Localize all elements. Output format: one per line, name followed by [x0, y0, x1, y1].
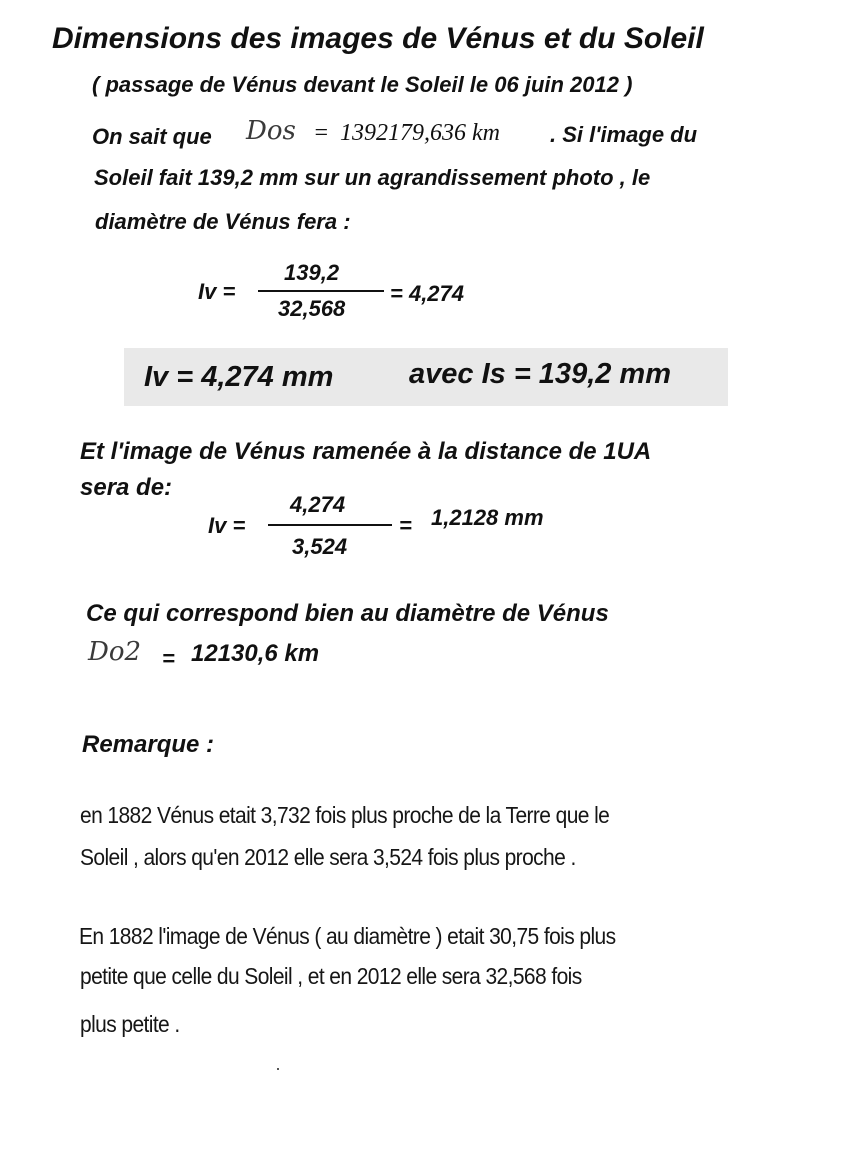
formula2-fraction-bar [268, 524, 392, 526]
formula2-equals: = [399, 513, 412, 538]
intro-suffix: . Si l'image du [550, 122, 698, 147]
intro-equals: = [313, 120, 330, 146]
sun-image-size: avec Is = 139,2 mm [409, 358, 672, 390]
formula1-fraction-bar [258, 290, 384, 292]
formula1-numerator: 139,2 [284, 260, 340, 285]
venus-image-size: Iv = 4,274 mm [144, 361, 334, 393]
formula2-lhs: Iv = [208, 513, 246, 538]
formula1-result: = 4,274 [390, 281, 465, 306]
page-title: Dimensions des images de Vénus et du Soleil [52, 22, 704, 55]
page-subtitle: ( passage de Vénus devant le Soleil le 06 juin 2012 ) [92, 72, 633, 97]
section3-equals: = [162, 646, 175, 671]
do2-symbol: Do2 [88, 637, 142, 667]
scan-speck [277, 1068, 279, 1070]
section2-line-1: Et l'image de Vénus ramenée à la distance de 1UA [80, 438, 652, 465]
remark-paragraph-1-line-1: en 1882 Vénus etait 3,732 fois plus proche de la Terre que le [80, 803, 610, 829]
formula2-denominator: 3,524 [292, 534, 348, 559]
remark-paragraph-1-line-2: Soleil , alors qu'en 2012 elle sera 3,524 fois plus proche . [80, 845, 576, 871]
sun-diameter-value: 1392179,636 km [340, 120, 500, 146]
remark-heading: Remarque : [82, 731, 215, 758]
intro-prefix: On sait que [92, 124, 212, 149]
remark-paragraph-2-line-1: En 1882 l'image de Vénus ( au diamètre ) etait 30,75 fois plus [79, 924, 616, 950]
formula2-result: 1,2128 mm [431, 505, 544, 530]
venus-diameter-value: 12130,6 km [191, 640, 320, 667]
intro-line-2: Soleil fait 139,2 mm sur un agrandissement photo , le [94, 165, 651, 190]
intro-line-3: diamètre de Vénus fera : [95, 209, 351, 234]
remark-paragraph-2-line-2: petite que celle du Soleil , et en 2012 elle sera 32,568 fois [80, 964, 582, 990]
formula1-denominator: 32,568 [278, 296, 346, 321]
remark-paragraph-2-line-3: plus petite . [80, 1012, 180, 1038]
formula1-lhs: Iv = [198, 279, 236, 304]
section3-line-1: Ce qui correspond bien au diamètre de Vénus [86, 600, 609, 627]
section2-line-2: sera de: [80, 474, 173, 501]
dos-symbol: Dos [246, 116, 296, 146]
formula2-numerator: 4,274 [290, 492, 346, 517]
